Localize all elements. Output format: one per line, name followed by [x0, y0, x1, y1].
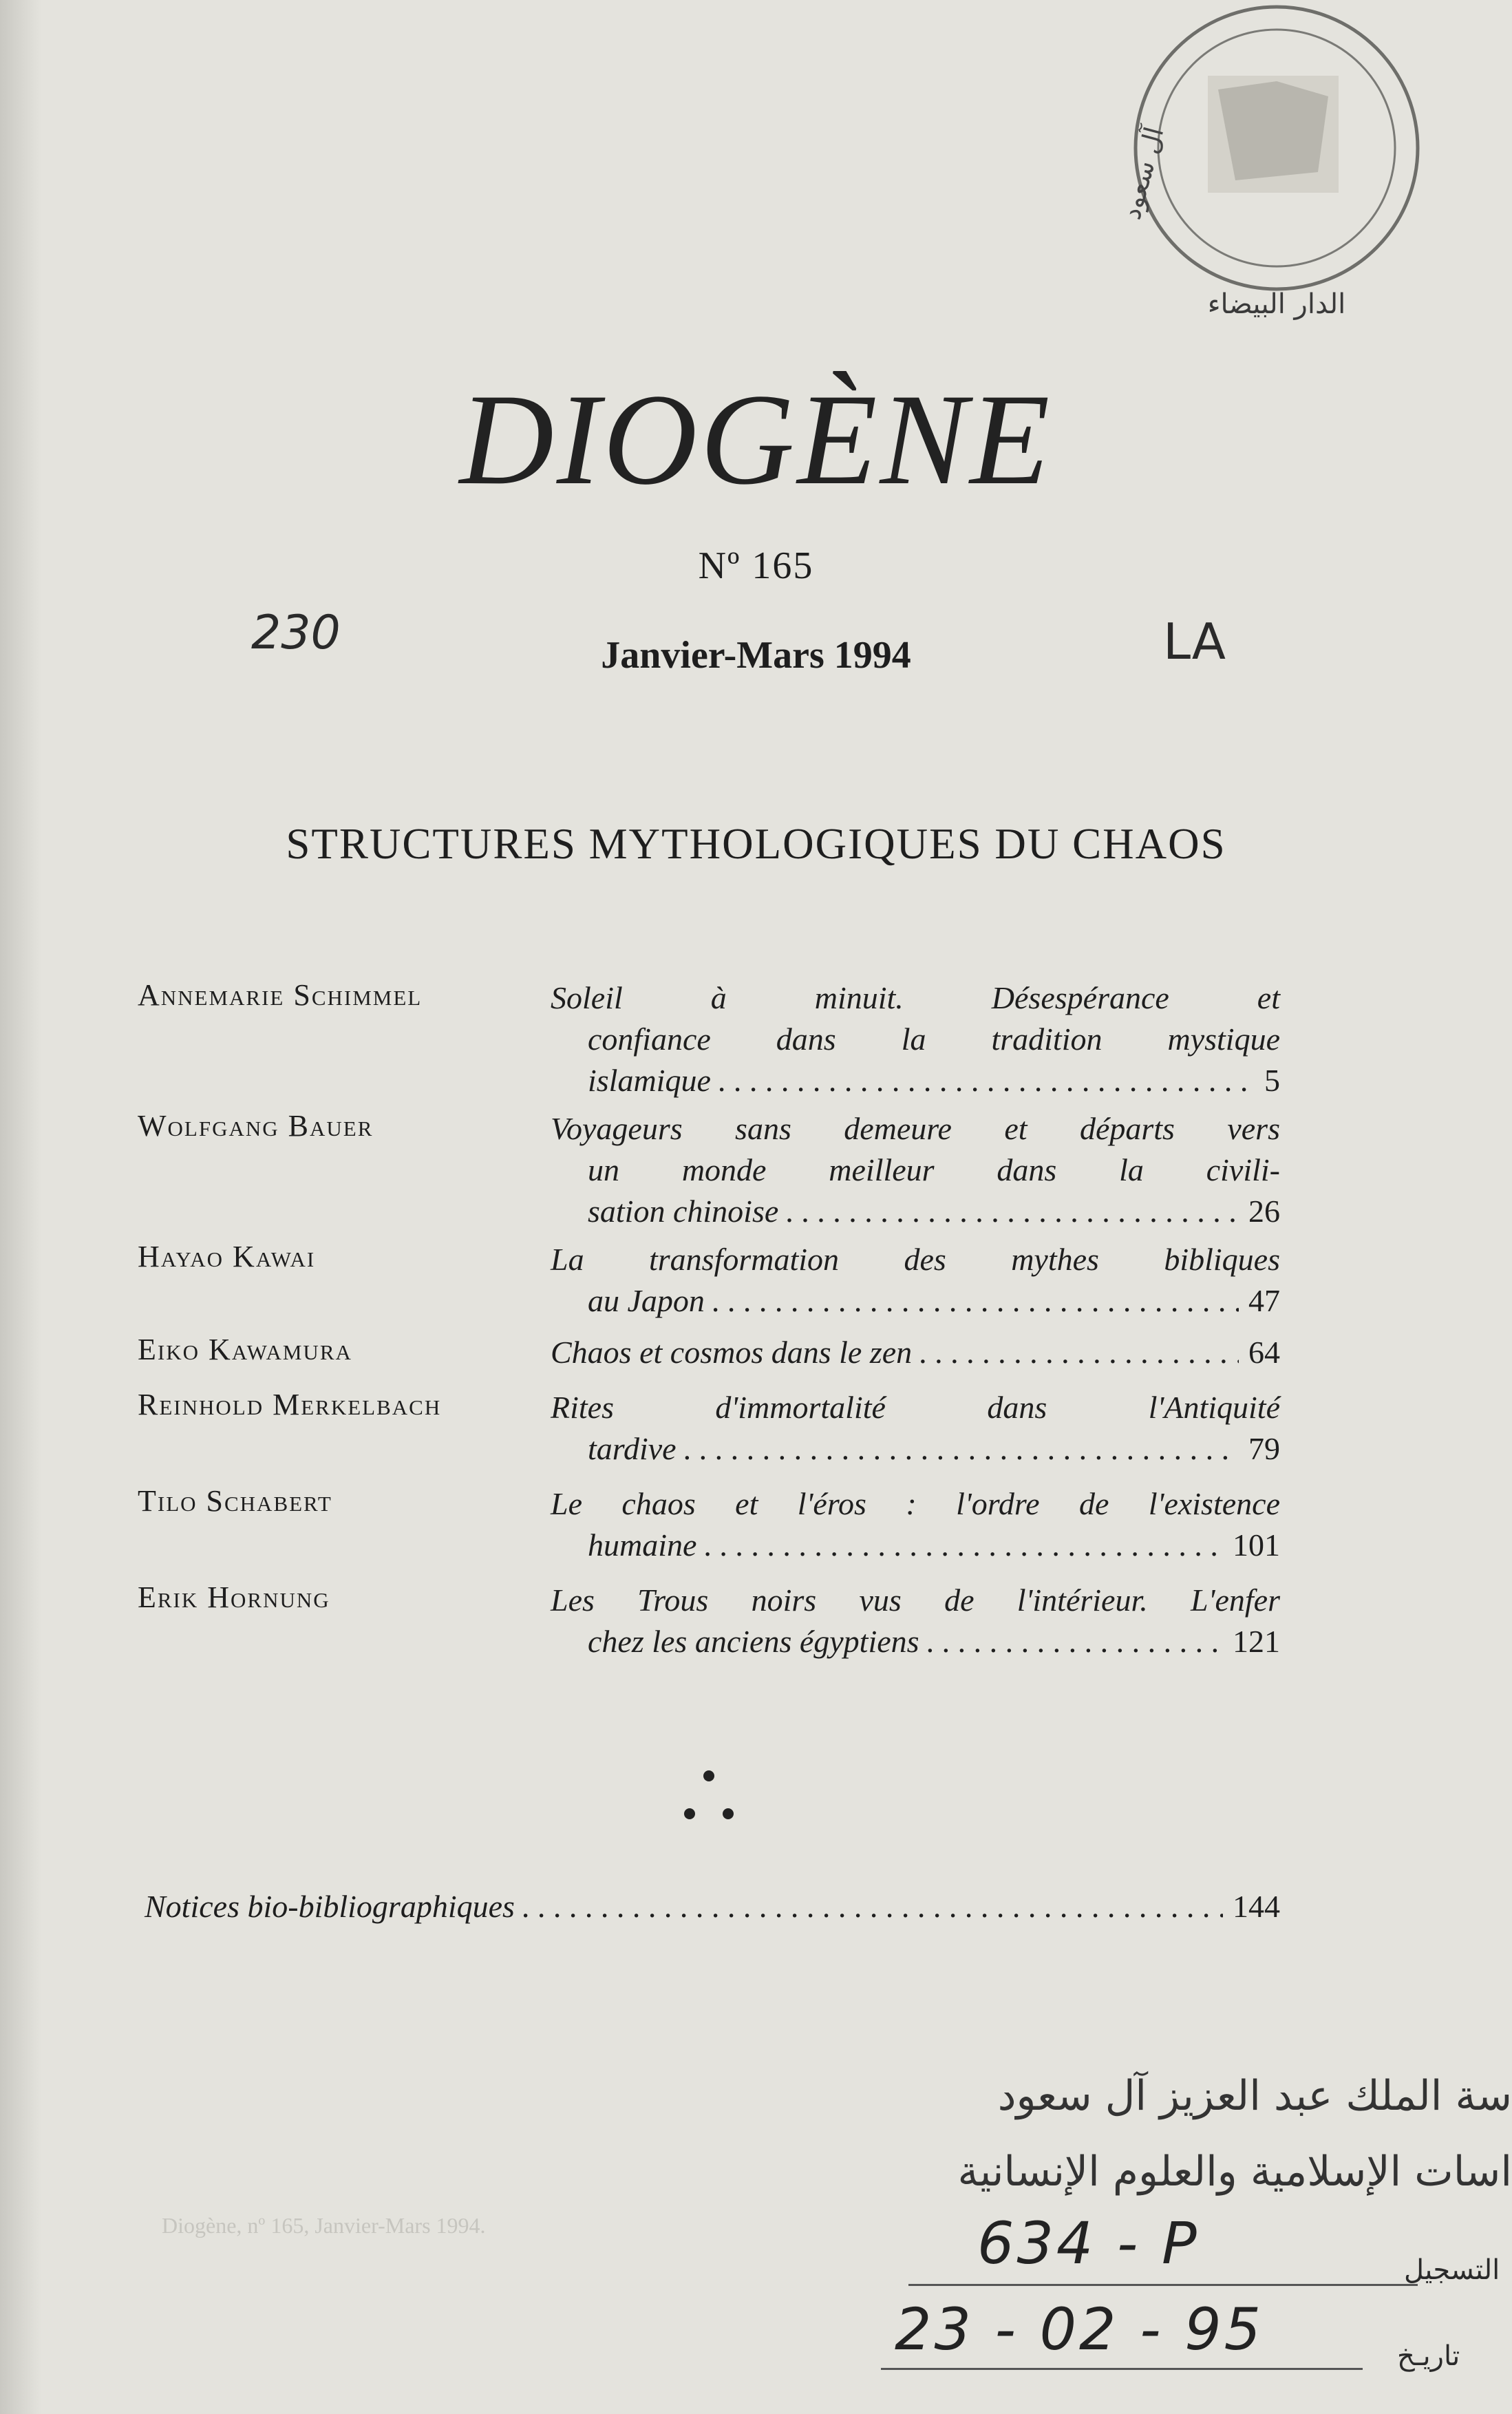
issue-number: Nº 165 — [698, 544, 814, 587]
page-number: 101 — [1233, 1527, 1280, 1563]
registration-underline — [908, 2284, 1418, 2286]
registration-number: 634 - P — [977, 2210, 1200, 2277]
toc-entry — [138, 1239, 1280, 1332]
registration-label: التسجيل — [1404, 2254, 1500, 2286]
article-title — [551, 1108, 1280, 1232]
stamp-city-text: الدار البيضاء — [1207, 288, 1346, 320]
title-line: humaine — [588, 1527, 697, 1563]
article-title — [551, 977, 1280, 1101]
handwritten-code: LA — [1163, 613, 1226, 670]
toc-entry — [138, 1483, 1280, 1580]
page-number: 5 — [1264, 1063, 1280, 1098]
notices-label: Notices bio-bibliographiques — [145, 1889, 515, 1924]
notices-entry — [145, 1886, 1280, 1927]
table-of-contents — [138, 977, 1280, 1676]
title-line: Rites d'immortalité dans l'Antiquité — [551, 1390, 1280, 1425]
issue-theme: STRUCTURES MYTHOLOGIQUES DU CHAOS — [286, 820, 1226, 868]
title-line: Le chaos et l'éros : l'ordre de l'existence — [551, 1486, 1280, 1521]
page-number: 47 — [1248, 1283, 1280, 1318]
library-handwritten-label — [893, 2058, 1512, 2210]
author-name: Annemarie Schimmel — [138, 978, 423, 1012]
library-stamp-seal — [1070, 0, 1456, 365]
title-line: au Japon — [588, 1283, 705, 1318]
page-number: 64 — [1248, 1335, 1280, 1370]
article-title — [551, 1387, 1280, 1470]
toc-entry — [138, 1580, 1280, 1676]
page-number: 121 — [1233, 1624, 1280, 1659]
date-underline — [881, 2368, 1363, 2370]
asterism-ornament — [674, 1759, 743, 1834]
library-line-2: اسات الإسلامية والعلوم الإنسانية — [957, 2148, 1512, 2196]
page-number: 79 — [1248, 1431, 1280, 1466]
title-line: chez les anciens égyptiens — [588, 1624, 919, 1659]
title-line: confiance dans la tradition mystique — [588, 1021, 1280, 1057]
page-number: 26 — [1248, 1194, 1280, 1229]
stamp-name-text: آل سعود — [1116, 123, 1170, 223]
faded-footer: Diogène, nº 165, Janvier-Mars 1994. — [162, 2213, 486, 2238]
registration-date: 23 - 02 - 95 — [895, 2296, 1264, 2363]
title-line: Chaos et cosmos dans le zen — [551, 1335, 913, 1370]
title-line: Soleil à minuit. Désespérance et — [551, 980, 1280, 1015]
handwritten-number: 230 — [251, 606, 341, 660]
date-label: تاريـخ — [1397, 2340, 1460, 2372]
article-title — [551, 1483, 1280, 1566]
title-line: La transformation des mythes bibliques — [551, 1242, 1280, 1277]
toc-entry — [138, 1332, 1280, 1387]
page-number: 144 — [1233, 1889, 1280, 1924]
toc-entry — [138, 977, 1280, 1108]
title-line: Les Trous noirs vus de l'intérieur. L'enfer — [551, 1582, 1280, 1618]
toc-entry — [138, 1387, 1280, 1483]
toc-entry — [138, 1108, 1280, 1239]
author-name: Erik Hornung — [138, 1580, 330, 1614]
author-name: Wolfgang Bauer — [138, 1109, 374, 1143]
title-line: sation chinoise — [588, 1194, 779, 1229]
title-line: un monde meilleur dans la civili- — [588, 1152, 1280, 1187]
article-title — [551, 1580, 1280, 1662]
author-name: Tilo Schabert — [138, 1484, 332, 1518]
library-line-1: سة الملك عبد العزيز آل سعود — [997, 2072, 1512, 2120]
issue-date: Janvier-Mars 1994 — [601, 634, 911, 677]
article-title — [551, 1239, 1280, 1322]
title-line: tardive — [588, 1431, 677, 1466]
title-line: Voyageurs sans demeure et départs vers — [551, 1111, 1280, 1146]
title-line: islamique — [588, 1063, 711, 1098]
journal-title: DIOGÈNE — [459, 368, 1053, 512]
article-title — [551, 1332, 1280, 1373]
author-name: Hayao Kawai — [138, 1240, 316, 1273]
page-edge-shadow — [0, 0, 41, 2414]
author-name: Eiko Kawamura — [138, 1333, 352, 1366]
author-name: Reinhold Merkelbach — [138, 1388, 442, 1421]
